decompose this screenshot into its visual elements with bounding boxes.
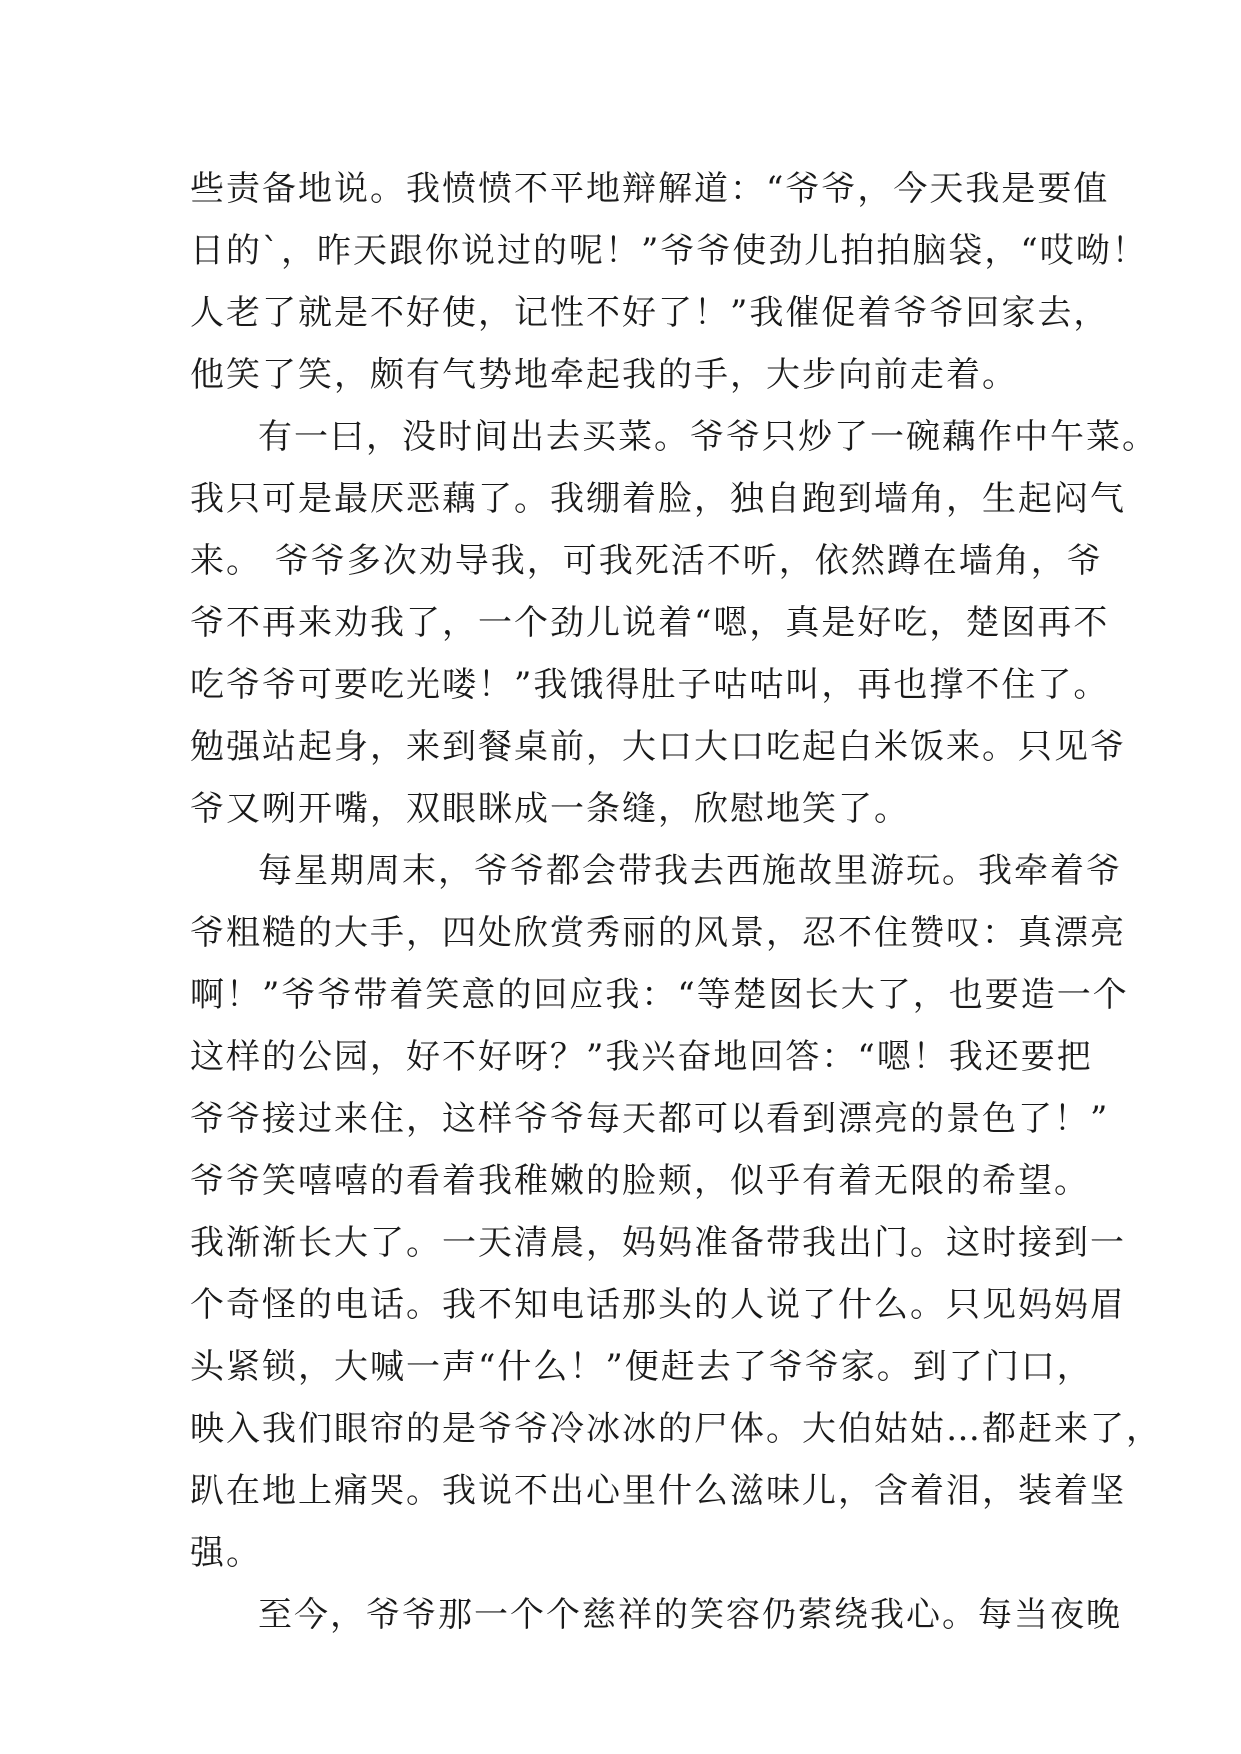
text-line: 爷粗糙的大手，四处欣赏秀丽的风景，忍不住赞叹：真漂亮	[190, 913, 1126, 953]
text-line: 爷爷笑嘻嘻的看着我稚嫩的脸颊，似乎有着无限的希望。	[190, 1161, 1090, 1201]
text-line: 吃爷爷可要吃光喽！”我饿得肚子咕咕叫，再也撑不住了。	[190, 665, 1110, 705]
document-body	[190, 158, 1162, 1646]
paragraph-first-line: 至今，爷爷那一个个慈祥的笑容仍萦绕我心。每当夜晚	[258, 1595, 1122, 1635]
text-line: 趴在地上痛哭。我说不出心里什么滋味儿，含着泪，装着坚	[190, 1471, 1126, 1511]
paragraph-first-line: 每星期周末，爷爷都会带我去西施故里游玩。我牵着爷	[258, 851, 1122, 891]
text-line: 些责备地说。我愤愤不平地辩解道：“爷爷，今天我是要值	[190, 169, 1110, 209]
text-line: 个奇怪的电话。我不知电话那头的人说了什么。只见妈妈眉	[190, 1285, 1126, 1325]
text-line: 来。 爷爷多次劝导我，可我死活不听，依然蹲在墙角，爷	[190, 541, 1103, 581]
text-line: 日的`，昨天跟你说过的呢！”爷爷使劲儿拍拍脑袋，“哎呦！	[190, 231, 1148, 271]
text-line: 映入我们眼帘的是爷爷冷冰冰的尸体。大伯姑姑…都赶来了，	[190, 1409, 1162, 1449]
text-line: 头紧锁，大喊一声“什么！”便赶去了爷爷家。到了门口，	[190, 1347, 1093, 1387]
text-line: 勉强站起身，来到餐桌前，大口大口吃起白米饭来。只见爷	[190, 727, 1126, 767]
text-line: 爷不再来劝我了，一个劲儿说着“嗯，真是好吃，楚囡再不	[190, 603, 1110, 643]
text-line: 啊！”爷爷带着笑意的回应我：“等楚囡长大了，也要造一个	[190, 975, 1129, 1015]
text-line: 这样的公园，好不好呀？”我兴奋地回答：“嗯！我还要把	[190, 1037, 1093, 1077]
text-line: 强。	[190, 1533, 262, 1573]
text-line: 他笑了笑，颇有气势地牵起我的手，大步向前走着。	[190, 355, 1018, 395]
text-line: 爷又咧开嘴，双眼眯成一条缝，欣慰地笑了。	[190, 789, 910, 829]
text-line: 我渐渐长大了。一天清晨，妈妈准备带我出门。这时接到一	[190, 1223, 1126, 1263]
text-line: 我只可是最厌恶藕了。我绷着脸，独自跑到墙角，生起闷气	[190, 479, 1126, 519]
text-line: 人老了就是不好使，记性不好了！”我催促着爷爷回家去，	[190, 293, 1110, 333]
paragraph-first-line: 有一曰，没时间出去买菜。爷爷只炒了一碗藕作中午菜。	[258, 417, 1158, 457]
text-line: 爷爷接过来住，这样爷爷每天都可以看到漂亮的景色了！”	[190, 1099, 1110, 1139]
